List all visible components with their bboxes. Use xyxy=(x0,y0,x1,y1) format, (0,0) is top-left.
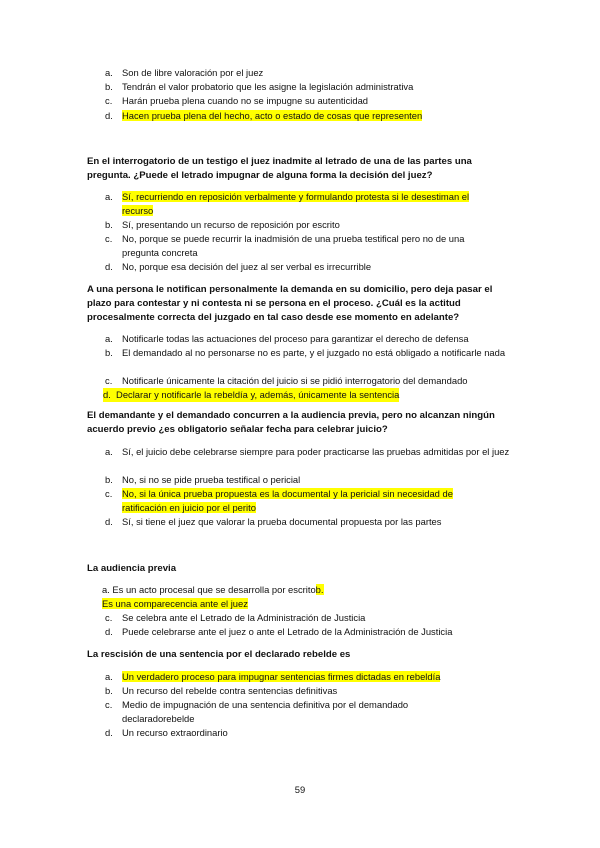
option-letter: b. xyxy=(105,685,113,696)
option-letter: d. xyxy=(105,626,113,637)
option-text: Tendrán el valor probatorio que les asigne la legislación administrativa xyxy=(122,81,414,92)
question-title: La rescisión de una sentencia por el declarado rebelde es xyxy=(87,649,351,660)
page-number: 59 xyxy=(294,784,306,795)
option-text: Un recurso extraordinario xyxy=(122,727,228,738)
option-letter: d. xyxy=(103,389,111,400)
option-text: No, porque se puede recurrir la inadmisión de una prueba testifical pero no de una pregunta concreta xyxy=(122,233,465,258)
option-text: Notificarle únicamente la citación del juicio si se pidió interrogatorio del demandado xyxy=(122,375,468,386)
option-text: Medio de impugnación de una sentencia definitiva por el demandado declaradorebelde xyxy=(122,699,409,724)
option-letter: d. xyxy=(105,727,113,738)
option-text: Harán prueba plena cuando no se impugne su autenticidad xyxy=(122,95,369,106)
option-letter: a. xyxy=(105,446,113,457)
option-text: a. Es un acto procesal que se desarrolla por escrito xyxy=(102,584,316,595)
question-title: La audiencia previa xyxy=(87,563,177,574)
option-text: Sí, si tiene el juez que valorar la prueba documental propuesta por las partes xyxy=(122,516,442,527)
highlighted-answer: Sí, recurriendo en reposición verbalmente y formulando protesta si le desestiman el recurso xyxy=(122,191,470,216)
option-letter: c. xyxy=(105,488,113,499)
highlighted-answer: Es una comparecencia ante el juez xyxy=(102,598,248,609)
option-letter: b. xyxy=(105,474,113,485)
option-letter: c. xyxy=(105,233,113,244)
option-letter: b. xyxy=(105,219,113,230)
question-title: En el interrogatorio de un testigo el juez inadmite al letrado de una de las partes una pregunta. ¿Puede el letrado impugnar de alguna forma la decisión del juez? xyxy=(87,156,472,181)
option-text: Son de libre valoración por el juez xyxy=(122,67,264,78)
option-letter: d. xyxy=(105,516,113,527)
option-text: Puede celebrarse ante el juez o ante el Letrado de la Administración de Justicia xyxy=(122,626,453,637)
option-text: Sí, presentando un recurso de reposición por escrito xyxy=(122,219,340,230)
option-text: No, porque esa decisión del juez al ser verbal es irrecurrible xyxy=(122,261,372,272)
option-text: Un recurso del rebelde contra sentencias definitivas xyxy=(122,685,338,696)
list-item xyxy=(102,583,522,597)
option-text: Se celebra ante el Letrado de la Administración de Justicia xyxy=(122,612,366,623)
option-letter: c. xyxy=(105,95,113,106)
option-letter: c. xyxy=(105,699,113,710)
option-text: Sí, el juicio debe celebrarse siempre para poder practicarse las pruebas admitidas por el juez xyxy=(122,446,510,457)
option-letter: b. xyxy=(105,81,113,92)
list-item-highlighted xyxy=(102,597,522,611)
highlighted-answer: Hacen prueba plena del hecho, acto o estado de cosas que representen xyxy=(122,110,423,121)
highlighted-answer xyxy=(103,388,399,402)
highlighted-answer: Un verdadero proceso para impugnar sentencias firmes dictadas en rebeldía xyxy=(122,671,441,682)
option-letter: d. xyxy=(105,261,113,272)
option-text: El demandado al no personarse no es parte, y el juzgado no está obligado a notificarle nada xyxy=(122,347,506,358)
option-letter: a. xyxy=(105,333,113,344)
question-title: A una persona le notifican personalmente la demanda en su domicilio, pero deja pasar el plazo para contestar y ni contesta ni se persona en el proceso. ¿Cuál es la actitud procesalmente correcta del juzgado en tal caso desde ese momento en adelante? xyxy=(87,284,493,323)
option-letter: a. xyxy=(105,67,113,78)
option-letter: b. xyxy=(105,347,113,358)
option-letter: a. xyxy=(105,191,113,202)
question-title: El demandante y el demandado concurren a la audiencia previa, pero no alcanzan ningún acuerdo previo ¿es obligatorio señalar fecha para celebrar juicio? xyxy=(87,410,495,435)
highlighted-answer: No, si la única prueba propuesta es la documental y la pericial sin necesidad de ratificación en juicio por el perito xyxy=(122,488,453,513)
option-letter: d. xyxy=(105,110,113,121)
option-letter: c. xyxy=(105,375,113,386)
option-text: Notificarle todas las actuaciones del proceso para garantizar el derecho de defensa xyxy=(122,333,469,344)
option-letter: a. xyxy=(105,671,113,682)
option-letter: c. xyxy=(105,612,113,623)
option-text: No, si no se pide prueba testifical o pericial xyxy=(122,474,301,485)
highlighted-answer: b. xyxy=(315,584,324,595)
option-text: Declarar y notificarle la rebeldía y, además, únicamente la sentencia xyxy=(116,389,400,400)
